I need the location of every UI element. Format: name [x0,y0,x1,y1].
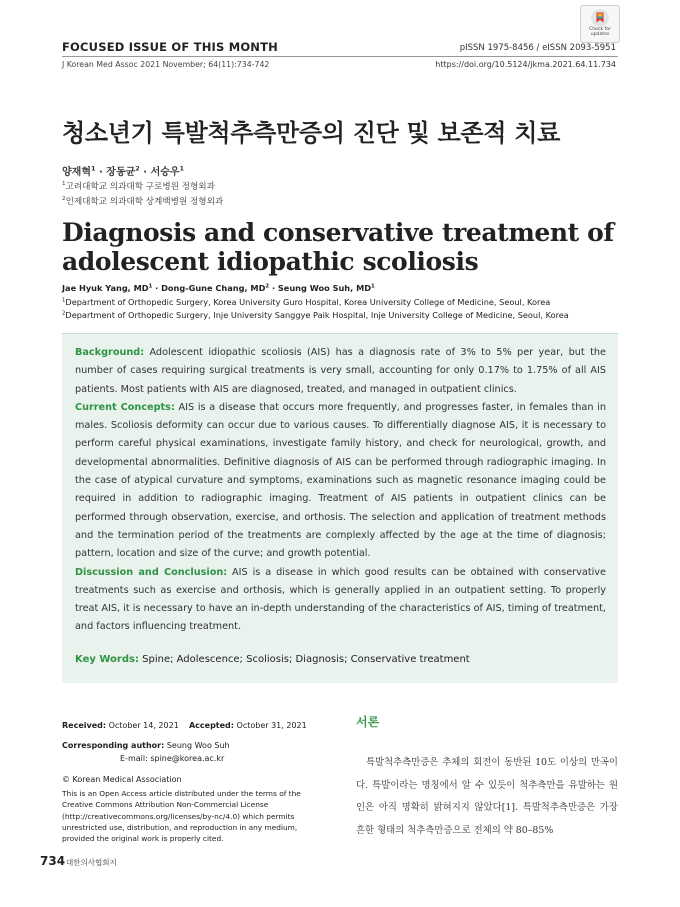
affiliation-marker: 1 [179,164,185,173]
english-title [62,218,622,276]
affiliation-text: 고려대학교 의과대학 구로병원 정형외과 [65,182,215,192]
intro-heading: 서론 [356,715,380,729]
accepted-date: October 31, 2021 [233,721,307,730]
affiliation-marker: 2 [265,283,270,290]
keywords [75,654,470,665]
accepted-label: Accepted: [188,721,234,730]
author-separator: · [152,283,162,293]
received-label: Received: [62,721,107,730]
section-label: FOCUSED ISSUE OF THIS MONTH [62,40,279,54]
affiliation-number: 1 [62,181,66,188]
dates [62,721,307,730]
korean-affiliation-2 [62,195,223,207]
author-name: Jae Hyuk Yang, MD [62,283,149,293]
abstract-discussion [75,564,606,637]
author-name: Dong-Gune Chang, MD [161,283,266,293]
author-name: 장동균 [106,167,136,178]
author-name: 서승우 [150,167,180,178]
affiliation-marker: 2 [135,164,140,173]
corresponding-author [62,741,230,750]
english-affiliation-1 [62,297,550,307]
abstract-heading: Discussion and Conclusion: [75,566,228,578]
corresponding-label: Corresponding author: [62,741,165,750]
email-label: E-mail: [120,754,148,763]
abstract-paragraph: AIS is a disease that occurs more frequently, and progresses faster, in females than in males. Scoliosis deformity can occur due to various causes. To differentially diagnose AIS, it is necessary to perform careful physical examinations, investigate family history, and check for neurological, growth, and developmental abnormalities. Definitive diagnosis of AIS can be performed through radiographic imaging. In the case of atypical curvature and symptoms, examinations such as magnetic resonance imaging could be required in addition to radiographic imaging. Treatment of AIS patients in outpatient clinics can be performed through observation, exercise, and orthosis. The selection and application of treatment methods and the termination period of the treatments are complexly affected by the age at the time of diagnosis; pattern, location and size of the curve; and growth potential. [75,401,606,560]
abstract-heading: Current Concepts: [75,401,175,413]
abstract-text [75,344,606,637]
intro-text: 특발척추측만증은 추체의 회전이 동반된 10도 이상의 만곡이다. 특발이라는 명칭에서 알 수 있듯이 척추측만을 유발하는 원인은 아직 명확히 밝혀지지 않았다 [356,757,618,813]
author-separator: · [139,167,151,178]
korean-affiliation-1 [62,180,215,192]
page-number: 734 [40,854,66,868]
korean-authors [62,163,184,178]
korean-title: 청소년기 특발척추측만증의 진단 및 보존적 치료 [62,119,560,147]
license-text: This is an Open Access article distributed under the terms of the Creative Commons Attribution Non-Commercial License (http://creativecommons.org/licenses/by-nc/4.0) which permits unrestricted use, distribution, and reproduction in any medium, provided the original work is properly cited. [62,789,301,844]
received-date: October 14, 2021 [106,721,179,730]
crossmark-icon [591,9,609,27]
intro-text: . 특발척추측만증은 가장 흔한 형태의 척추측만증으로 전체의 약 80–85% [356,802,618,836]
author-separator: · [95,167,107,178]
abstract-background [75,344,606,399]
english-authors [62,283,375,293]
english-title-line-2: adolescent idiopathic scoliosis [62,247,479,276]
corresponding-email [120,754,224,763]
english-affiliation-2 [62,310,569,320]
badge-label-2: updates [590,32,610,37]
affiliation-marker: 1 [371,283,375,290]
check-for-updates-button[interactable] [580,5,620,43]
citation: J Korean Med Assoc 2021 November; 64(11):734-742 [62,60,270,69]
author-name: Seung Woo Suh, MD [277,283,372,293]
english-title-line-1: Diagnosis and conservative treatment of [62,218,614,247]
badge-label-1: Check for [589,27,611,32]
doi-link[interactable]: https://doi.org/10.5124/jkma.2021.64.11.734 [435,60,616,69]
affiliation-text: Department of Orthopedic Surgery, Korea University Guro Hospital, Korea University College of Medicine, Seoul, Korea [65,297,551,307]
keywords-text: Spine; Adolescence; Scoliosis; Diagnosis; Conservative treatment [138,654,470,665]
citation-link[interactable]: [1] [501,802,515,813]
affiliation-text: 인제대학교 의과대학 상계백병원 정형외과 [65,197,224,207]
affiliation-marker: 1 [148,283,153,290]
email-link[interactable]: spine@korea.ac.kr [147,754,225,763]
abstract-paragraph: AIS is a disease in which good results can be obtained with conservative treatments such as exercise and orthosis, which is generally applied in an outpatient setting. To properly treat AIS, it is necessary to have an in-depth understanding of the characteristics of AIS, timing of treatment, and factors influencing treatment. [75,566,607,633]
author-separator: · [269,283,278,293]
affiliation-number: 2 [62,310,66,317]
affiliation-number: 1 [62,297,66,304]
abstract-heading: Background: [75,347,145,358]
intro-paragraph [356,752,618,842]
journal-name: 대한의사협회지 [66,858,117,867]
issn: pISSN 1975-8456 / eISSN 2093-5951 [459,43,616,53]
abstract-box [62,333,618,683]
copyright: © Korean Medical Association [62,775,182,784]
abstract-current-concepts [75,399,606,564]
affiliation-marker: 1 [90,164,96,173]
affiliation-number: 2 [62,196,66,203]
keywords-label: Key Words: [75,654,139,665]
corresponding-name: Seung Woo Suh [164,741,230,750]
author-name: 양재혁 [62,167,91,178]
affiliation-text: Department of Orthopedic Surgery, Inje University Sanggye Paik Hospital, Inje University College of Medicine, Seoul, Korea [65,310,569,320]
abstract-paragraph: Adolescent idiopathic scoliosis (AIS) has a diagnosis rate of 3% to 5% per year, but the number of cases requiring surgical treatments is very small, accounting for only 0.17% to 1.75% of all AIS patients. Most patients with AIS are diagnosed, treated, and managed in outpatient clinics. [75,347,606,395]
header-divider [62,56,618,57]
